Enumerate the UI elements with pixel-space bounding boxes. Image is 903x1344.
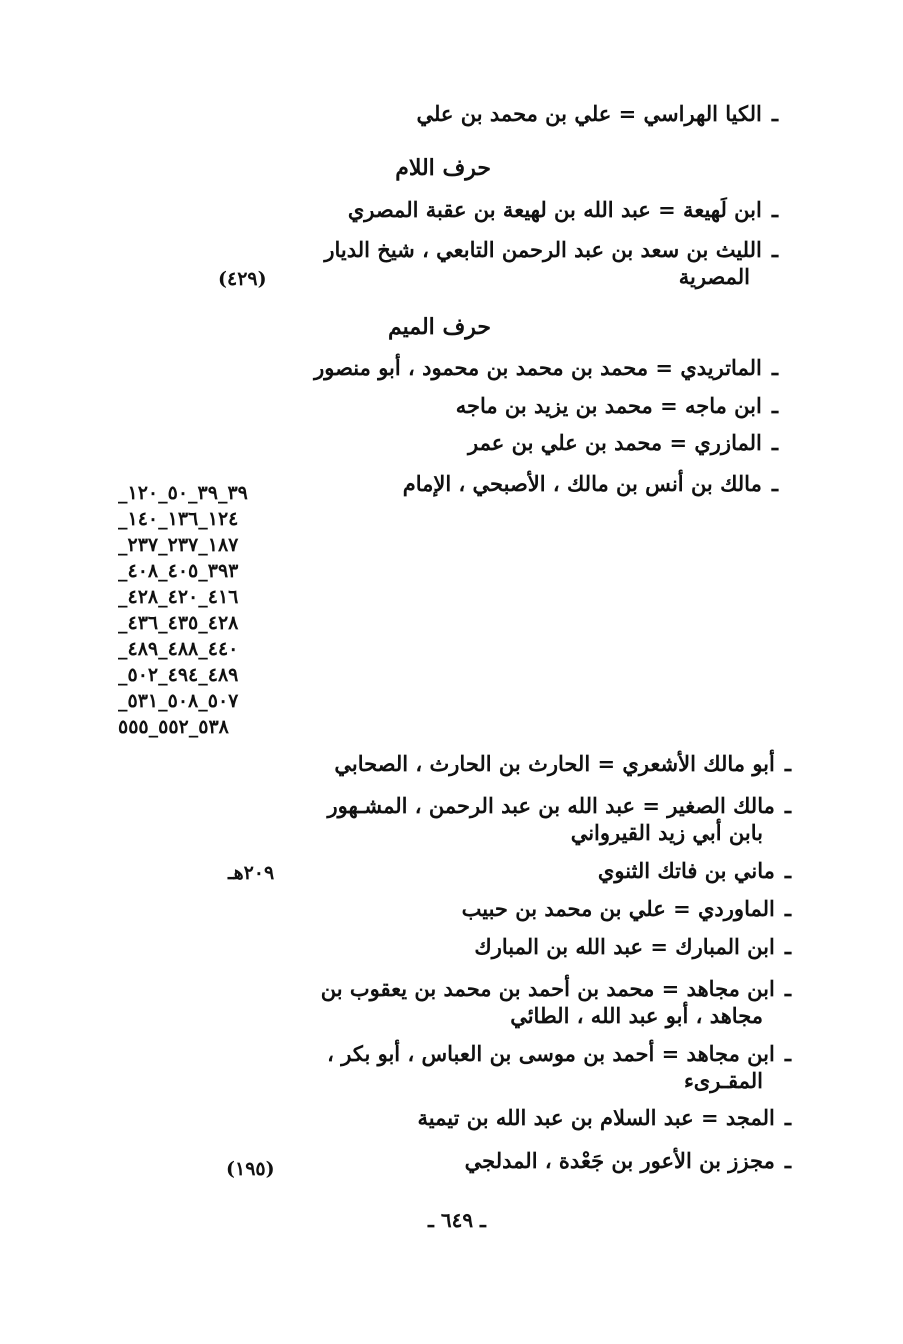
page-number: ـ ٦٤٩ ـ: [428, 1208, 486, 1232]
dash-marker: ـ: [784, 858, 791, 883]
list-item: [328, 792, 791, 846]
list-item: [418, 1104, 792, 1131]
reference-line: ١٢٤_١٣٦_١٤٠_: [118, 508, 239, 530]
entry-continuation: مجاهد ، أبو عبد الله ، الطائي: [510, 1003, 763, 1028]
reference-line: ٤٤٠_٤٨٨_٤٨٩_: [118, 638, 239, 660]
dash-marker: ـ: [784, 793, 791, 818]
list-item: [456, 392, 778, 419]
dash-marker: ـ: [771, 237, 778, 262]
list-item: [465, 1147, 791, 1174]
dash-marker: ـ: [771, 197, 778, 222]
list-item: [462, 895, 791, 922]
entry-text: الليث بن سعد بن عبد الرحمن التابعي ، شيخ الديار: [324, 237, 762, 262]
dash-marker: ـ: [771, 101, 778, 126]
dash-marker: ـ: [771, 471, 778, 496]
entry-text: ابن ماجه = محمد بن يزيد بن ماجه: [455, 393, 762, 418]
list-item: [416, 100, 778, 127]
entry-continuation: بابن أبي زيد القيرواني: [570, 820, 763, 845]
entry-text: الماتريدي = محمد بن محمد بن محمود ، أبو منصور: [314, 355, 762, 380]
reference-line: ٤٨٩_٤٩٤_٥٠٢_: [118, 664, 239, 686]
entry-text: ابن لَهيعة = عبد الله بن لهيعة بن عقبة المصري: [347, 197, 762, 222]
section-heading-mim: حرف الميم: [387, 314, 491, 340]
list-item: [468, 429, 778, 456]
entry-continuation: المصرية: [678, 264, 750, 289]
dash-marker: ـ: [784, 1105, 791, 1130]
reference-line: ٥٣٨_٥٥٢_٥٥٥: [118, 716, 229, 738]
entry-text: الماوردي = علي بن محمد بن حبيب: [461, 896, 775, 921]
dash-marker: ـ: [771, 393, 778, 418]
list-item: [334, 750, 791, 777]
list-item: [348, 196, 778, 223]
entry-text: ابن مجاهد = أحمد بن موسى بن العباس ، أبو بكر ،: [327, 1041, 775, 1066]
list-item: [474, 933, 791, 960]
section-heading-lam: حرف اللام: [395, 155, 491, 181]
entry-text: المازري = محمد بن علي بن عمر: [468, 430, 762, 455]
reference-line: ٥٠٧_٥٠٨_٥٣١_: [118, 690, 239, 712]
list-item: [403, 470, 778, 497]
list-item: [321, 975, 791, 1029]
list-item: [598, 857, 791, 884]
reference-line: ٤١٦_٤٢٠_٤٢٨_: [118, 586, 239, 608]
entry-text: ماني بن فاتك الثنوي: [597, 858, 775, 883]
entry-text: مجزز بن الأعور بن جَعْدة ، المدلجي: [464, 1148, 775, 1173]
dash-marker: ـ: [784, 896, 791, 921]
list-item: [324, 236, 778, 290]
dash-marker: ـ: [784, 1148, 791, 1173]
reference-line: ١٨٧_٢٣٧_٢٣٧_: [118, 534, 239, 556]
entry-text: الكيا الهراسي = علي بن محمد بن علي: [416, 101, 762, 126]
reference-line: ٤٢٨_٤٣٥_٤٣٦_: [118, 612, 239, 634]
dash-marker: ـ: [784, 751, 791, 776]
malik-references: [118, 480, 288, 740]
dash-marker: ـ: [771, 355, 778, 380]
list-item: [314, 354, 778, 381]
page-reference: (١٩٥): [226, 1158, 275, 1180]
entry-text: ابن المبارك = عبد الله بن المبارك: [474, 934, 775, 959]
entry-text: أبو مالك الأشعري = الحارث بن الحارث ، الصحابي: [334, 751, 775, 776]
entry-text: ابن مجاهد = محمد بن أحمد بن محمد بن يعقوب بن: [320, 976, 775, 1001]
reference-line: ٣٩٣_٤٠٥_٤٠٨_: [118, 560, 239, 582]
date-reference: ٢٠٩هـ: [228, 862, 275, 884]
reference-line: ٣٩_٣٩_٥٠_١٢٠_: [118, 482, 248, 504]
entry-text: مالك الصغير = عبد الله بن عبد الرحمن ، المشـهور: [327, 793, 775, 818]
dash-marker: ـ: [784, 934, 791, 959]
dash-marker: ـ: [784, 976, 791, 1001]
dash-marker: ـ: [771, 430, 778, 455]
dash-marker: ـ: [784, 1041, 791, 1066]
entry-continuation: المقـرىء: [683, 1068, 763, 1093]
list-item: [327, 1040, 791, 1094]
page-reference: (٤٢٩): [218, 268, 267, 290]
entry-text: مالك بن أنس بن مالك ، الأصبحي ، الإمام: [402, 471, 762, 496]
entry-text: المجد = عبد السلام بن عبد الله بن تيمية: [417, 1105, 775, 1130]
